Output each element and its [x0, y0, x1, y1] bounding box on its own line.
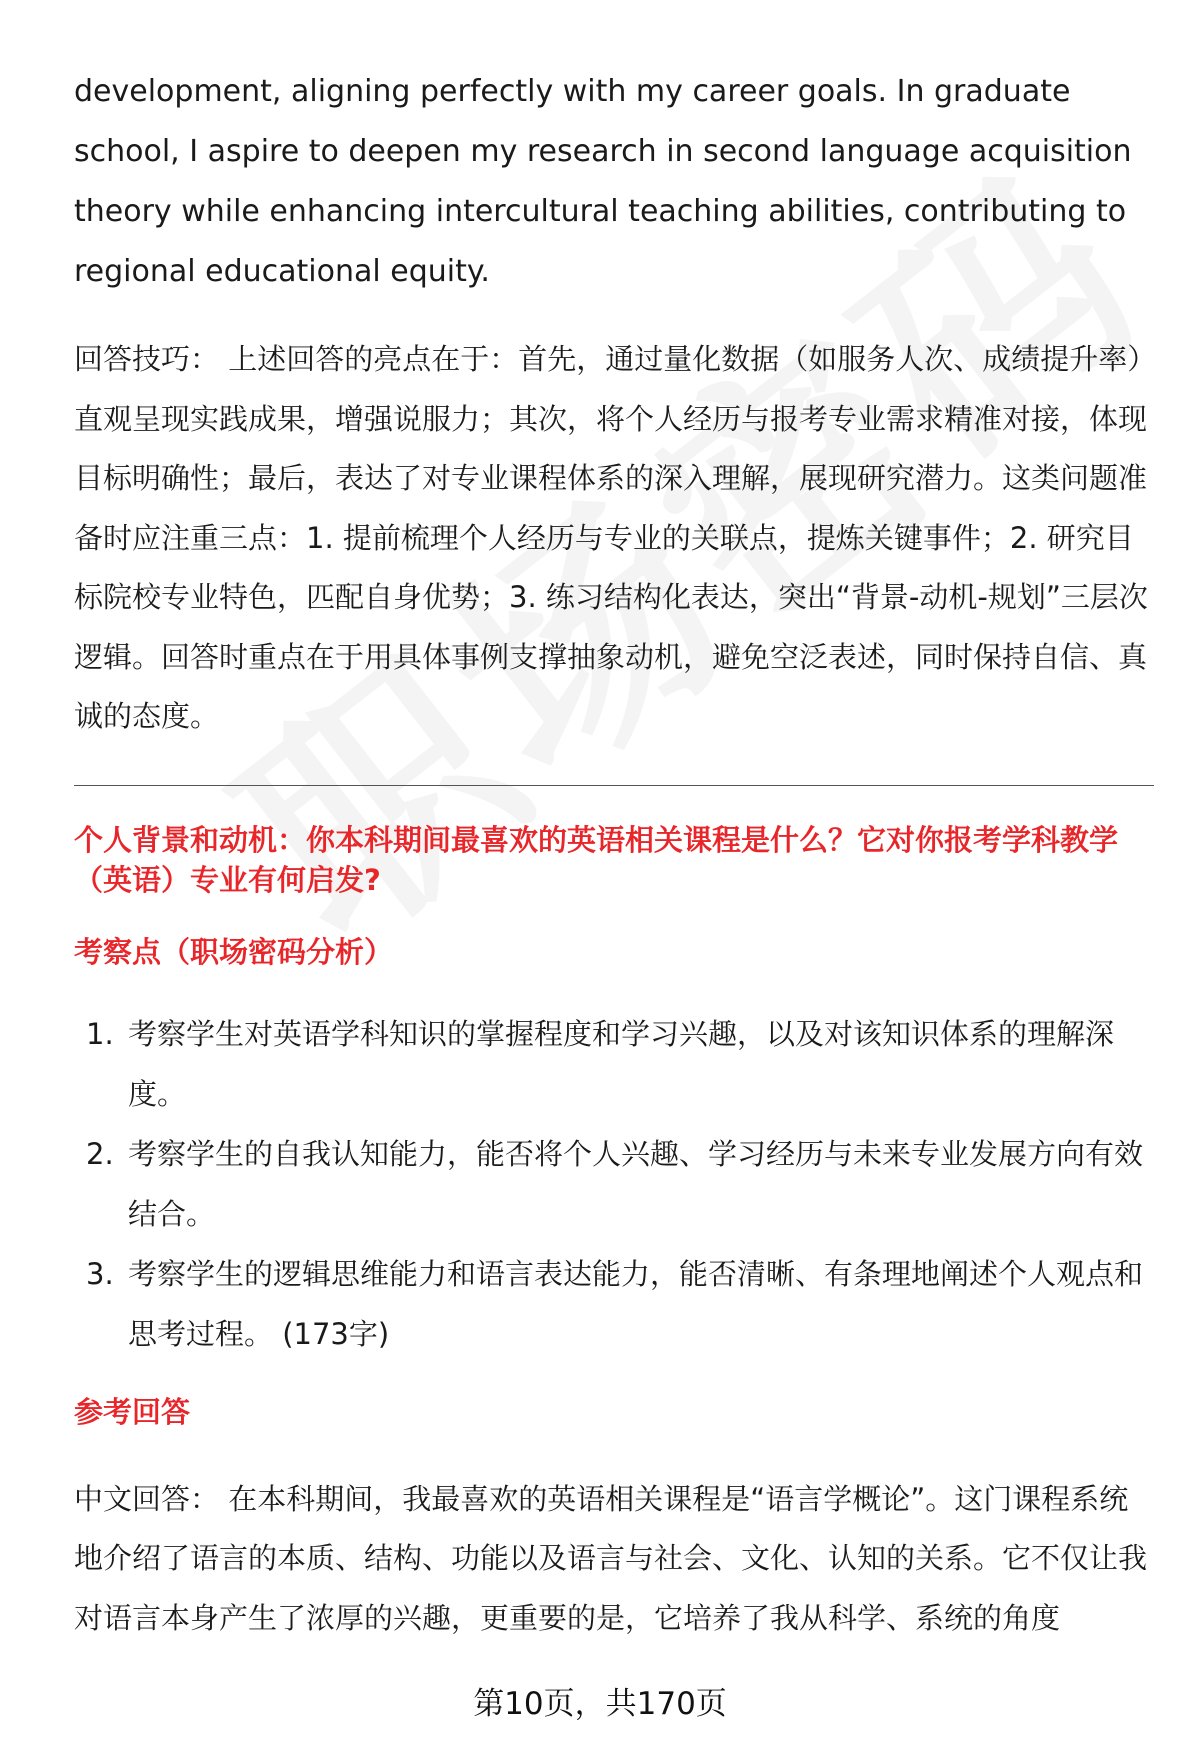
list-item-number: 3.	[86, 1256, 114, 1291]
reference-heading: 参考回答	[74, 1394, 191, 1429]
answer-paragraph: 中文回答： 在本科期间，我最喜欢的英语相关课程是“语言学概论”。这门课程系统地介绍了语言的本质、结构、功能以及语言与社会、文化、认知的关系。它不仅让我对语言本身产生了浓厚的兴趣，更重要的是，它培养了我从科学、系统的角度	[74, 1481, 1148, 1635]
section-divider	[74, 785, 1154, 786]
list-item-text: 考察学生的逻辑思维能力和语言表达能力，能否清晰、有条理地阐述个人观点和思考过程。 (173字)	[128, 1256, 1144, 1351]
tips-paragraph: 回答技巧： 上述回答的亮点在于：首先，通过量化数据（如服务人次、成绩提升率）直观呈现实践成果，增强说服力；其次，将个人经历与报考专业需求精准对接，体现目标明确性；最后，表达了对专业课程体系的深入理解，展现研究潜力。这类问题准备时应注重三点：1. 提前梳理个人经历与专业的关联点，提炼关键事件；2. 研究目标院校专业特色，匹配自身优势；3. 练习结构化表达，突出“背景-动机-规划”三层次逻辑。回答时重点在于用具体事例支撑抽象动机，避免空泛表述，同时保持自信、真诚的态度。	[74, 342, 1148, 733]
examination-heading: 考察点（职场密码分析）	[74, 934, 394, 969]
intro-paragraph: development, aligning perfectly with my career goals. In graduate school, I aspire to deepen my research in second language acquisition theory while enhancing intercultural teaching abilities, contributing to regional educational equity.	[74, 74, 1132, 289]
list-item-number: 1.	[86, 1016, 114, 1051]
list-item	[74, 1244, 1154, 1364]
list-item-text: 考察学生对英语学科知识的掌握程度和学习兴趣，以及对该知识体系的理解深度。	[128, 1016, 1115, 1111]
list-item-number: 2.	[86, 1136, 114, 1171]
question-heading: 个人背景和动机：你本科期间最喜欢的英语相关课程是什么？它对你报考学科教学（英语）专业有何启发?	[74, 822, 1119, 897]
document-page	[74, 62, 1154, 1648]
examination-points-list	[74, 1004, 1154, 1364]
list-item-text: 考察学生的自我认知能力，能否将个人兴趣、学习经历与未来专业发展方向有效结合。	[128, 1136, 1144, 1231]
list-item	[74, 1124, 1154, 1244]
page-footer: 第10页，共170页	[473, 1686, 727, 1722]
list-item	[74, 1004, 1154, 1124]
